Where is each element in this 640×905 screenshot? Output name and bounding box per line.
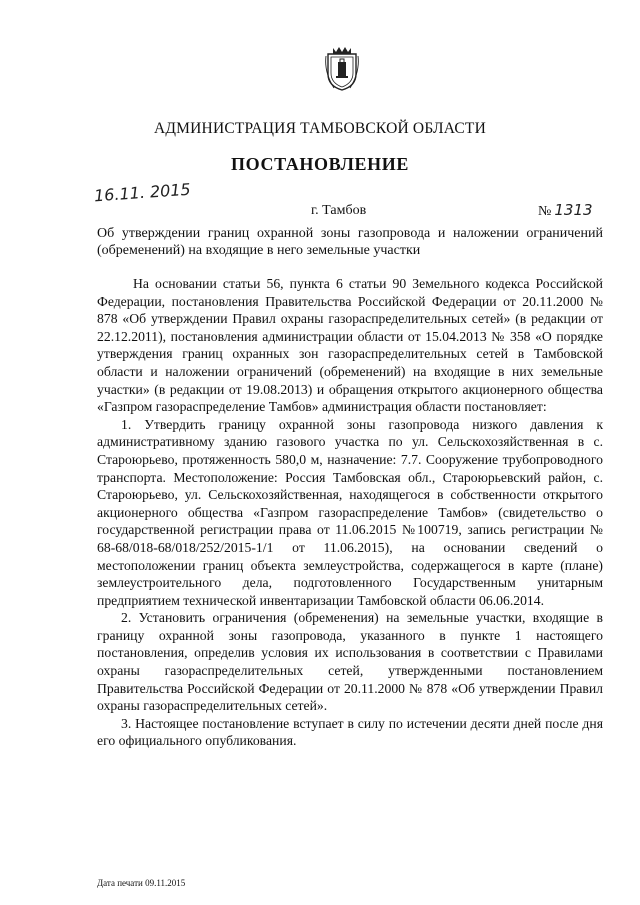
number-prefix: № [538,204,552,219]
handwritten-number: 1313 [554,201,593,219]
document-type: ПОСТАНОВЛЕНИЕ [231,154,409,174]
print-date: Дата печати 09.11.2015 [97,878,186,888]
document-body [97,275,603,750]
handwritten-date: 16.11. 2015 [93,179,192,206]
item-1-paragraph: 1. Утвердить границу охранной зоны газопровода низкого давления к административному зданию газового участка по ул. Сельскохозяйственная в с. Староюрьево, протяженность 580,0 м, назначение: 7.7. Сооружение трубопроводного транспорта. Местоположение: Россия Тамбовская обл., Староюрьевский район, с. Староюрьево, ул. Сельскохозяйственная, находящегося в собственности открытого акционерного общества «Газпром газораспределение Тамбов» (свидетельство о государственной регистрации права от 11.06.2015 №100719, запись регистрации № 68-68/018-68/018/252/2015-1/1 от 11.06.2015), на основании сведений о местоположении границ объекта землеустройства, содержащегося в карте (плане) землеустроительного дела, подготовленного Государственным унитарным предприятием технической инвентаризации Тамбовской области 06.06.2014. [97,416,603,608]
organization-title: АДМИНИСТРАЦИЯ ТАМБОВСКОЙ ОБЛАСТИ [154,120,486,137]
city: г. Тамбов [311,203,367,218]
coat-of-arms-icon [324,44,360,92]
preamble-paragraph: На основании статьи 56, пункта 6 статьи 90 Земельного кодекса Российской Федерации, постановления Правительства Российской Федерации от 20.11.2000 № 878 «Об утверждении Правил охраны газораспределительных сетей» (в редакции от 22.12.2011), постановления администрации области от 15.04.2013 № 358 «О порядке утверждения границ охранных зон газораспределительных сетей в Тамбовской области и наложении ограничений (обременений) на входящие в них земельные участки» (в редакции от 19.08.2013) и обращения открытого акционерного общества «Газпром газораспределение Тамбов» администрация области постановляет: [97,276,603,415]
document-subject: Об утверждении границ охранной зоны газопровода и наложении ограничений (обременений) на входящие в него земельные участки [97,226,603,258]
item-2-paragraph: 2. Установить ограничения (обременения) на земельные участки, входящие в границу охранной зоны газопровода, указанного в пункте 1 настоящего постановления, определив условия их использования в соответствии с Правилами охраны газораспределительных сетей, утвержденными постановлением Правительства Российской Федерации от 20.11.2000 № 878 «Об утверждении Правил охраны газораспределительных сетей». [97,610,603,714]
document-number [538,201,593,220]
item-3-paragraph: 3. Настоящее постановление вступает в силу по истечении десяти дней после дня его официального опубликования. [97,715,603,749]
